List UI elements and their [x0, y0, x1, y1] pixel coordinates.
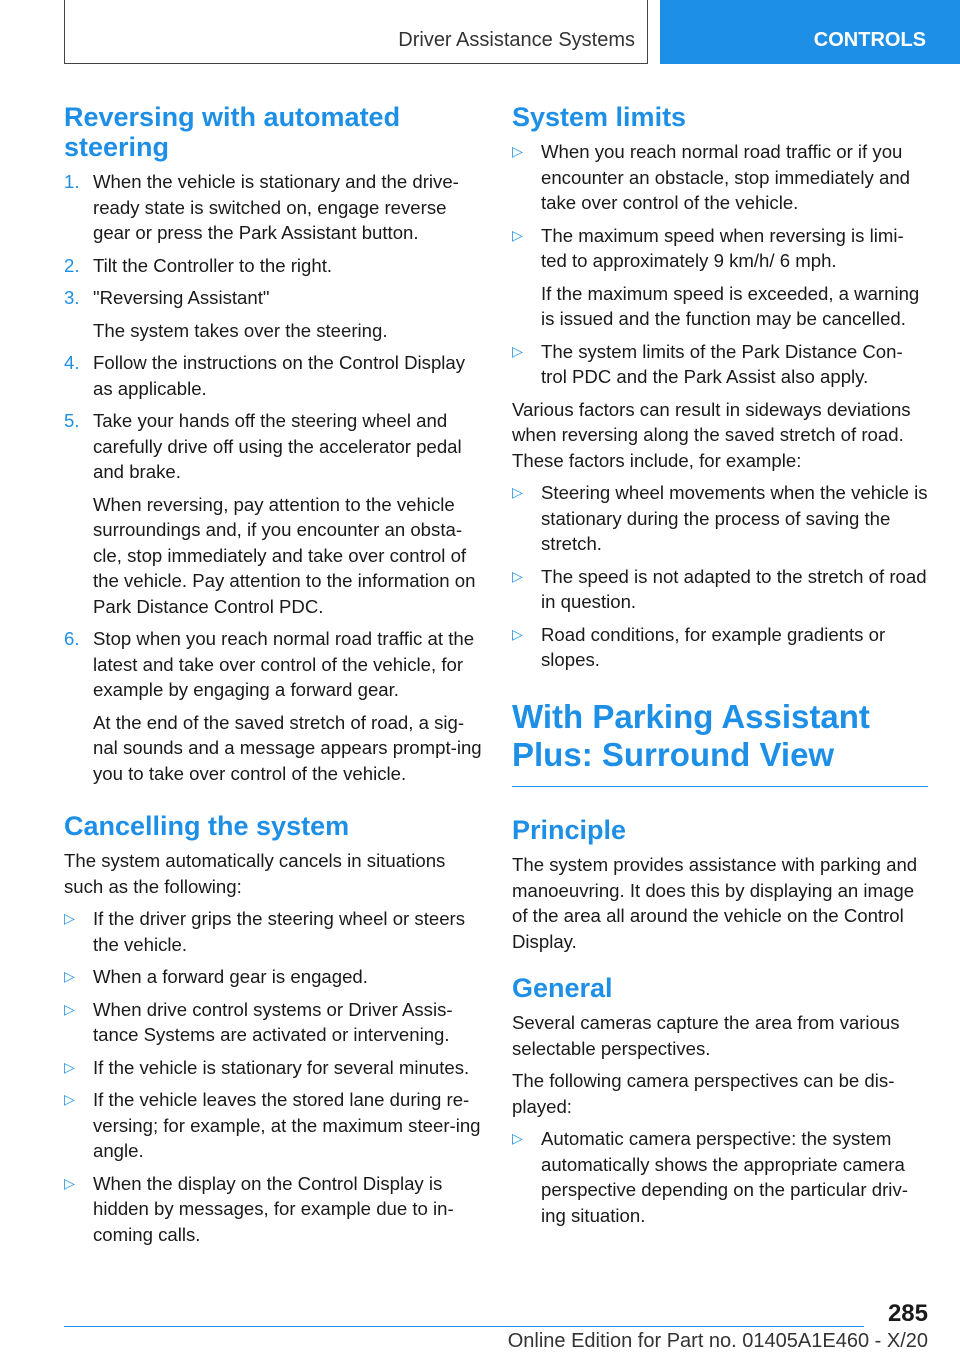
step-note: When reversing, pay attention to the vehicle surroundings and, if you encounter an obsta-cle, stop immediately and take over control of the vehicle. Pay attention to the information on Park Distance Control PDC.: [93, 493, 476, 617]
step-text: Take your hands off the steering wheel and carefully drive off using the accelerator pedal and brake.: [93, 410, 462, 482]
step-number: 3.: [64, 287, 80, 308]
list-item: [512, 1126, 928, 1228]
list-item-text: If the vehicle is stationary for several minutes.: [93, 1056, 470, 1078]
step-number: 1.: [64, 171, 80, 192]
triangle-bullet-icon: ▷: [512, 484, 523, 500]
triangle-bullet-icon: ▷: [64, 1174, 75, 1191]
triangle-bullet-icon: ▷: [64, 968, 75, 984]
perspectives-list: [512, 1126, 928, 1228]
step-item: [64, 626, 482, 786]
triangle-bullet-icon: ▷: [512, 143, 523, 159]
list-item: [64, 997, 482, 1048]
list-item-text: The maximum speed when reversing is limi-ted to approximately 9 km/h/ 6 mph.: [541, 224, 904, 271]
step-text: When the vehicle is stationary and the drive-ready state is switched on, engage reverse gear or press the Park Assistant button.: [93, 171, 459, 243]
triangle-bullet-icon: ▷: [512, 1130, 523, 1146]
step-item: [64, 169, 482, 246]
reversing-steps: [64, 169, 482, 786]
step-number: 5.: [64, 410, 80, 431]
list-item: [512, 480, 928, 557]
step-number: 4.: [64, 352, 80, 373]
triangle-bullet-icon: ▷: [512, 567, 523, 584]
list-item: [512, 223, 928, 332]
list-item: [512, 564, 928, 615]
limits-list: [512, 139, 928, 390]
step-text: Follow the instructions on the Control Display as applicable.: [93, 352, 466, 399]
step-text: Stop when you reach normal road traffic at the latest and take over control of the vehicle, for example by engaging a forward gear.: [93, 628, 475, 700]
list-item-text: Steering wheel movements when the vehicle is stationary during the process of saving the stretch.: [541, 482, 928, 554]
step-text: "Reversing Assistant": [93, 287, 270, 308]
list-item-text: When you reach normal road traffic or if you encounter an obstacle, stop immediately and take over control of the vehicle.: [541, 141, 910, 213]
limits-paragraph: Various factors can result in sideways deviations when reversing along the saved stretch of road. These factors include, for example:: [512, 398, 911, 471]
list-item: [64, 1087, 482, 1164]
list-item-text: Road conditions, for example gradients or slopes.: [541, 623, 886, 670]
list-item-text: When a forward gear is engaged.: [93, 966, 368, 987]
step-note: The system takes over the steering.: [93, 319, 388, 341]
list-item-text: The system limits of the Park Distance Con-trol PDC and the Park Assist also apply.: [541, 340, 903, 387]
step-item: [64, 285, 482, 343]
step-item: [64, 253, 482, 279]
header-section-box: [64, 0, 648, 64]
list-item-text: If the driver grips the steering wheel or steers the vehicle.: [93, 908, 466, 955]
right-column: [512, 102, 928, 1235]
step-item: [64, 408, 482, 619]
step-item: [64, 350, 482, 401]
list-item: [512, 339, 928, 390]
cancelling-heading: Cancelling the system: [64, 811, 350, 841]
list-item-text: When the display on the Control Display is hidden by messages, for example due to in-coming calls.: [93, 1172, 454, 1245]
step-text: Tilt the Controller to the right.: [93, 254, 333, 276]
system-limits-heading: System limits: [512, 102, 687, 132]
step-note: At the end of the saved stretch of road, a sig-nal sounds and a message appears prompt-ing you to take over control of the vehicle.: [93, 711, 482, 784]
footer-divider: [64, 1326, 864, 1327]
triangle-bullet-icon: ▷: [64, 1000, 75, 1017]
header-section-title: Driver Assistance Systems: [398, 29, 635, 51]
list-item: [512, 622, 928, 673]
list-item-text: The speed is not adapted to the stretch of road in question.: [541, 565, 927, 612]
factors-list: [512, 480, 928, 673]
heading-divider: [512, 786, 928, 788]
reversing-heading: Reversing with automated steering: [64, 102, 401, 162]
list-item: [64, 906, 482, 957]
list-item-text: Automatic camera perspective: the system automatically shows the appropriate camera perspective depending on the particular driv-ing situation.: [541, 1128, 908, 1226]
triangle-bullet-icon: ▷: [512, 625, 523, 642]
footer-edition-text: Online Edition for Part no. 01405A1E460 - X/20: [507, 1330, 928, 1352]
step-number: 2.: [64, 254, 80, 276]
left-column: [64, 102, 482, 1254]
header-tab-controls[interactable]: [660, 0, 960, 64]
triangle-bullet-icon: ▷: [512, 226, 523, 243]
general-text: Several cameras capture the area from various selectable perspectives.: [512, 1012, 900, 1059]
triangle-bullet-icon: ▷: [512, 342, 523, 359]
general-heading: General: [512, 973, 613, 1003]
list-item-text: When drive control systems or Driver Assis-tance Systems are activated or intervening.: [93, 998, 453, 1045]
list-item: [64, 964, 482, 990]
list-item: [64, 1171, 482, 1248]
list-item: [64, 1055, 482, 1081]
step-number: 6.: [64, 628, 80, 649]
general-text: The following camera perspectives can be dis-played:: [512, 1070, 895, 1117]
page-number: 285: [887, 1300, 928, 1327]
surround-view-heading: With Parking Assistant Plus: Surround View: [512, 697, 870, 773]
list-item: [512, 139, 928, 216]
cancelling-intro: The system automatically cancels in situations such as the following:: [64, 850, 446, 897]
principle-heading: Principle: [512, 815, 627, 845]
list-item-text: If the vehicle leaves the stored lane during re-versing; for example, at the maximum steer-ing angle.: [93, 1089, 481, 1161]
triangle-bullet-icon: ▷: [64, 910, 75, 926]
header-tab-label: CONTROLS: [813, 29, 926, 51]
triangle-bullet-icon: ▷: [64, 1058, 75, 1075]
list-item-note: If the maximum speed is exceeded, a warning is issued and the function may be cancelled.: [541, 282, 920, 329]
principle-text: The system provides assistance with parking and manoeuvring. It does this by displaying an image of the area all around the vehicle on the Control Display.: [512, 854, 918, 952]
triangle-bullet-icon: ▷: [64, 1091, 75, 1107]
cancelling-list: [64, 906, 482, 1247]
